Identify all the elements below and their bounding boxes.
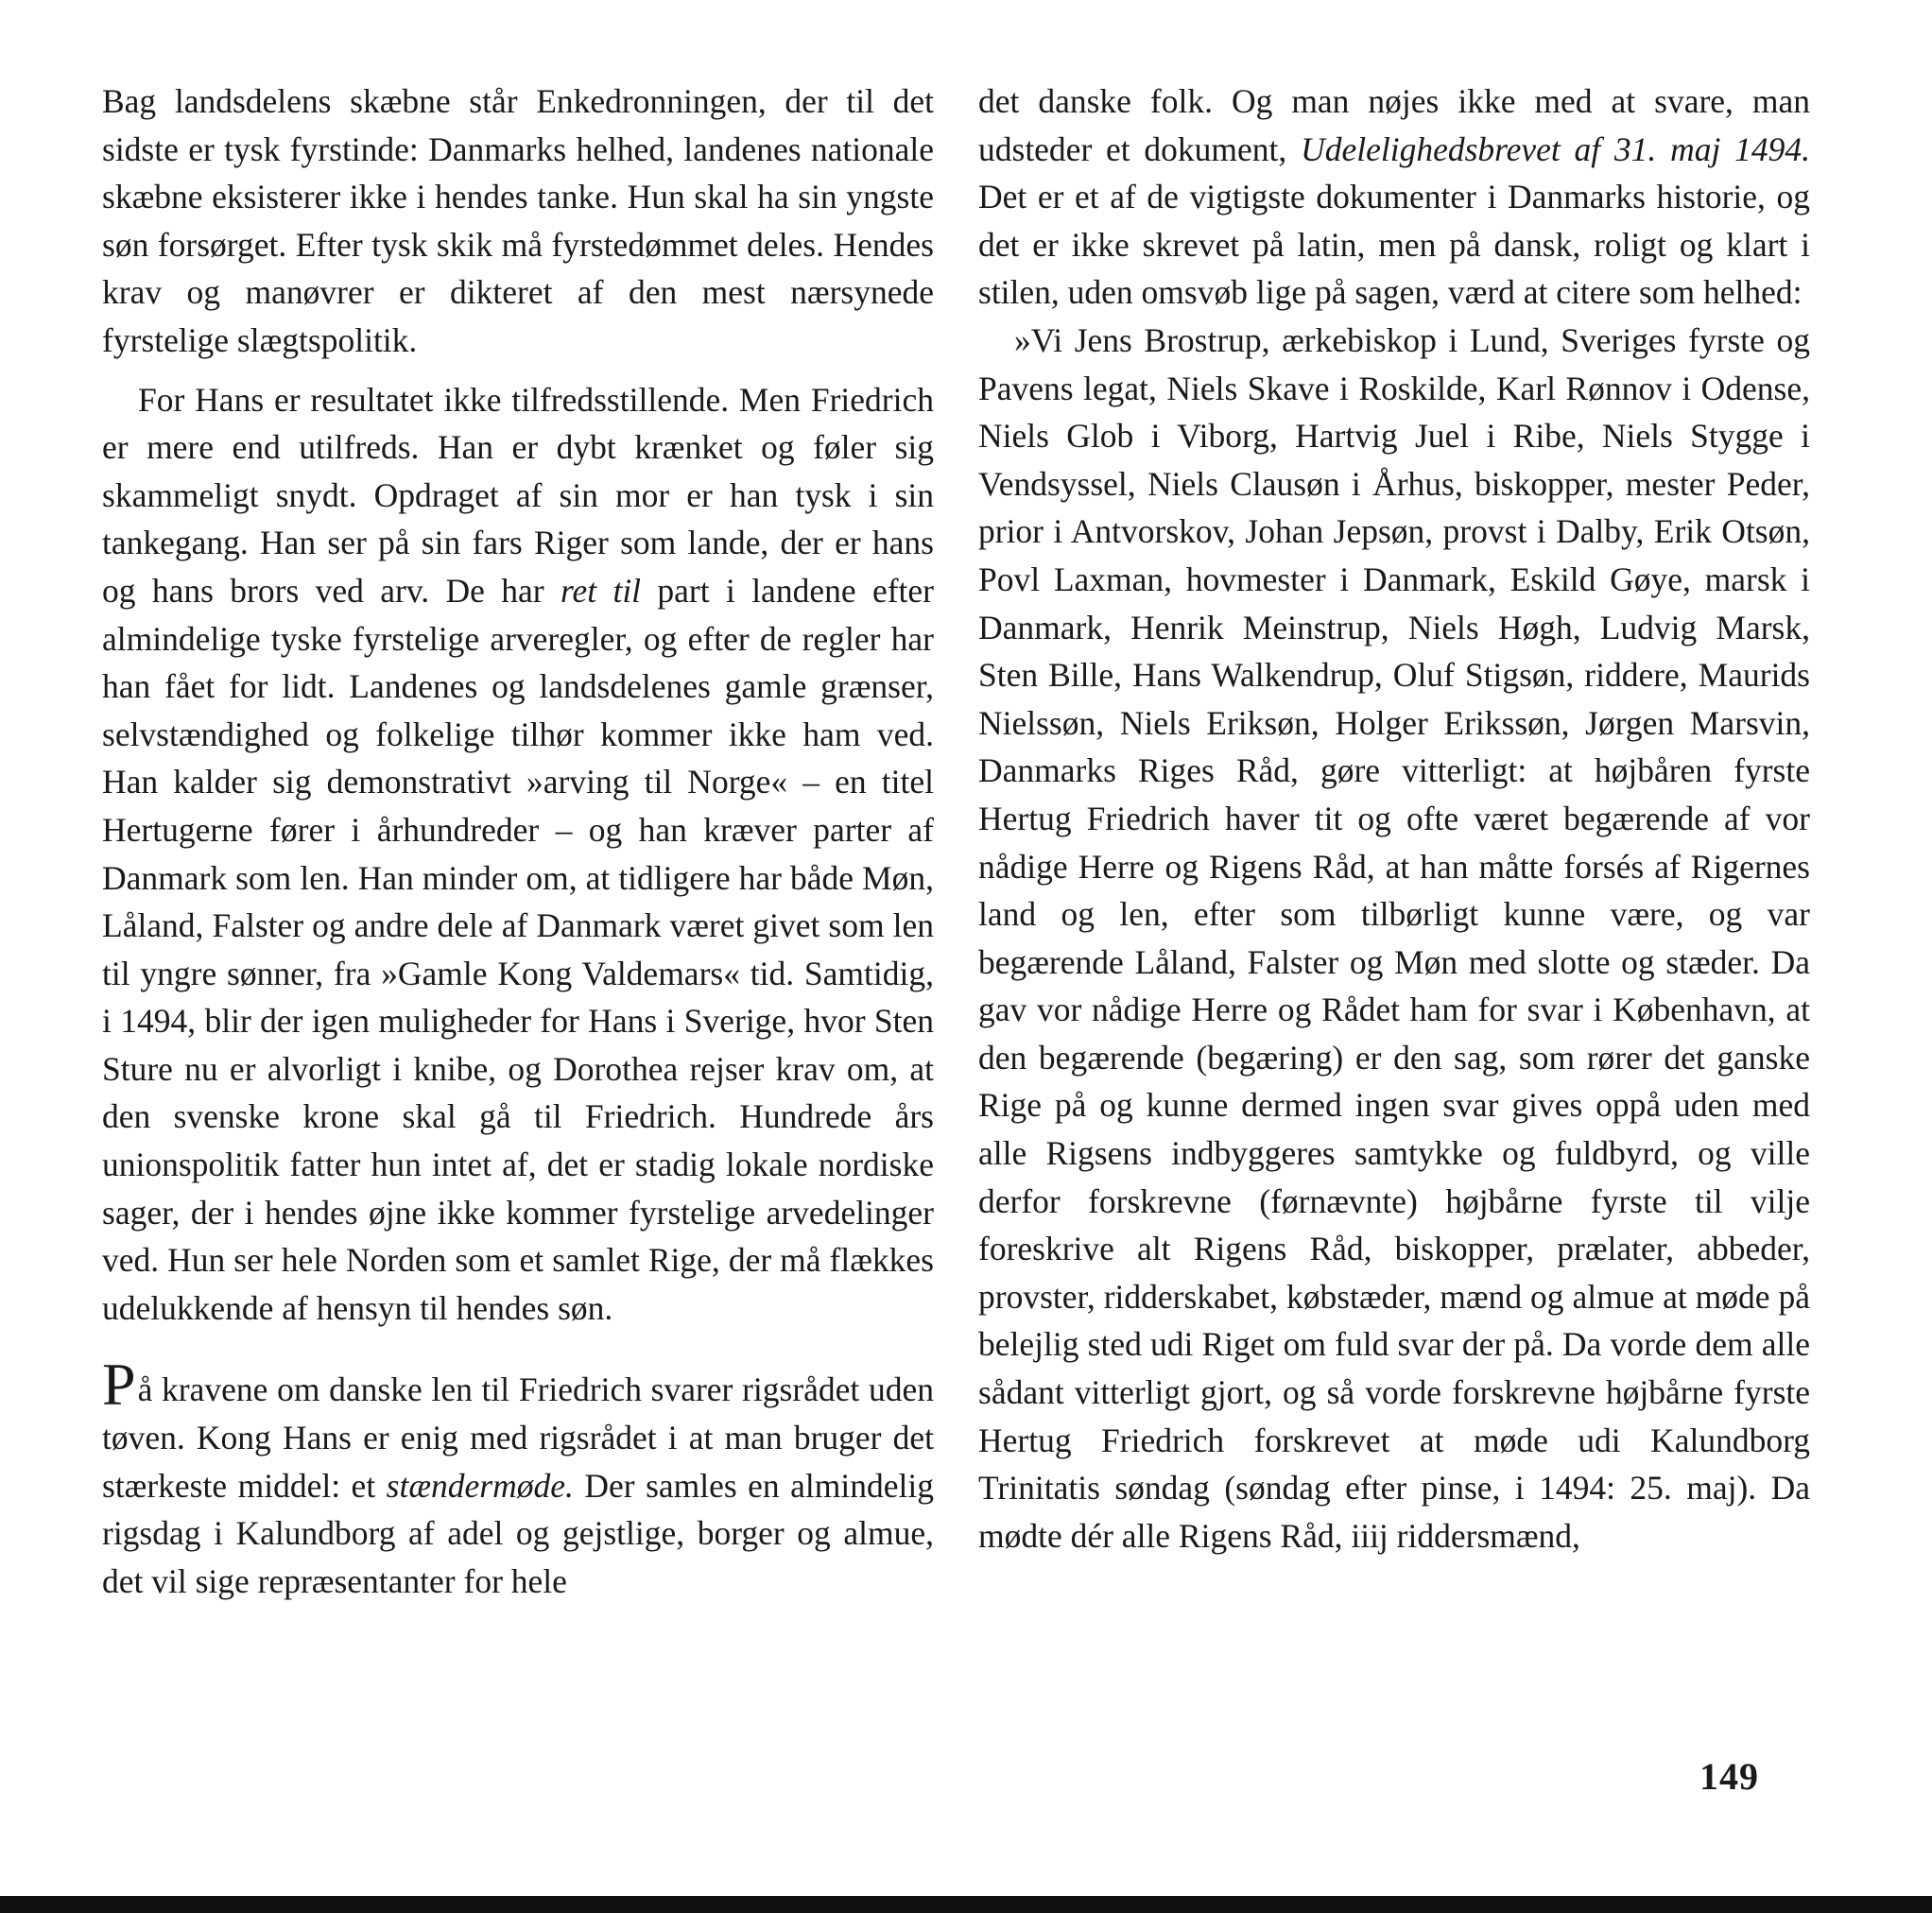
- paragraph: [102, 1351, 935, 1605]
- paragraph-text: Det er et af de vigtigste dokumenter i Danmarks historie, og det er ikke skrevet på latin, men på dansk, roligt og klart i stilen, uden omsvøb lige på sagen, værd at citere som helhed:: [978, 178, 1810, 312]
- quotation: »Vi Jens Brostrup, ærkebiskop i Lund, Sveriges fyrste og Pavens legat, Niels Skave i Roskilde, Karl Rønnov i Odense, Niels Glob i Viborg, Hartvig Juel i Ribe, Niels Stygge i Vendsyssel, Niels Clausøn i Århus, biskopper, mester Peder, prior i Antvorskov, Johan Jepsøn, provst i Dalby, Erik Otsøn, Povl Laxman, hovmester i Danmark, Eskild Gøye, marsk i Danmark, Henrik Meinstrup, Niels Høgh, Ludvig Marsk, Sten Bille, Hans Walkendrup, Oluf Stigsøn, riddere, Maurids Nielssøn, Niels Eriksøn, Holger Erikssøn, Jørgen Marsvin, Danmarks Riges Råd, gøre vitterligt: at højbåren fyrste Hertug Friedrich haver tit og ofte været begærende af vor nådige Herre og Rigens Råd, at han måtte forsés af Rigernes land og len, efter som tilbørligt kunne være, og var begærende Låland, Falster og Møn med slotte og stæder. Da gav vor nådige Herre og Rådet ham for svar i København, at den begærende (begæring) er den sag, som rører det ganske Rige på og kunne dermed ingen svar gives oppå uden med alle Rigsens indbyggeres samtykke og fuldbyrd, og ville derfor forskrevne (førnævnte) højbårne fyrste til vilje foreskrive alt Rigens Råd, biskopper, prælater, abbeder, provster, ridderskabet, købstæder, mænd og almue at møde på belejlig sted udi Riget om fuld svar der på. Da vorde dem alle sådant vitterligt gjort, og så vorde forskrevne højbårne fyrste Hertug Friedrich forskrevet at møde udi Kalundborg Trinitatis søndag (søndag efter pinse, i 1494: 25. maj). Da mødte dér alle Rigens Råd, iiij riddersmænd,: [978, 320, 1810, 1555]
- paragraph-text: For Hans er resultatet ikke tilfredsstillende. Men Friedrich er mere end utilfreds. Han er dybt krænket og føler sig skammeligt snydt. Opdraget af sin mor er han tysk i sin tankegang. Han ser på sin fars Riger som lande, der er hans og hans brors ved arv. De har: [102, 380, 934, 610]
- left-column: [102, 78, 934, 1605]
- paragraph: [978, 78, 1810, 317]
- paragraph: [102, 376, 934, 1333]
- paragraph-text: part i landene efter almindelige tyske fyrstelige arveregler, og efter de regler har han fået for lidt. Landenes og landsdelenes gamle grænser, selvstændighed og folkelige tilhør kommer ikke ham ved. Han kalder sig demonstrativt »arving til Norge« – en titel Hertugerne fører i århundreder – og han kræver parter af Danmark som len. Han minder om, at tidligere har både Møn, Låland, Falster og andre dele af Danmark været givet som len til yngre sønner, fra »Gamle Kong Valdemars« tid. Samtidig, i 1494, blir der igen muligheder for Hans i Sverige, hvor Sten Sture nu er alvorligt i knibe, og Dorothea rejser krav om, at den svenske krone skal gå til Friedrich. Hundrede års unionspolitik fatter hun intet af, det er stadig lokale nordiske sager, der i hendes øjne ikke kommer fyrstelige arvedelinger ved. Hun ser hele Norden som et samlet Rige, der må flækkes udelukkende af hensyn til hendes søn.: [102, 571, 934, 1327]
- emphasis: ret til: [560, 571, 642, 610]
- right-column: [978, 78, 1810, 1560]
- page-number: 149: [1699, 1755, 1759, 1798]
- paragraph-text: Der samles en almindelig rigsdag i Kalundborg af adel og gejstlige, borger og almue, det vil sige repræsentanter for hele: [102, 1466, 935, 1600]
- paragraph-text: å kravene om danske len til Friedrich svarer rigsrådet uden tøven. Kong Hans er enig med rigsrådet i at man bruger det stærkeste middel: et: [102, 1370, 934, 1505]
- drop-cap: P: [102, 1351, 136, 1419]
- paragraph-text: det danske folk. Og man nøjes ikke med at svare, man udsteder et dokument,: [978, 82, 1810, 168]
- page-edge: [0, 1896, 1932, 1913]
- paragraph: Bag landsdelens skæbne står Enkedronningen, der til det sidste er tysk fyrstinde: Danmarks helhed, landenes nationale skæbne eksisterer ikke i hendes tanke. Hun skal ha sin yngste søn forsørget. Efter tysk skik må fyrstedømmet deles. Hendes krav og manøvrer er dikteret af den mest nærsynede fyrstelige slægtspolitik.: [102, 82, 934, 359]
- emphasis: Udelelighedsbrevet af 31. maj 1494.: [1301, 129, 1810, 168]
- emphasis: stændermøde.: [386, 1466, 574, 1505]
